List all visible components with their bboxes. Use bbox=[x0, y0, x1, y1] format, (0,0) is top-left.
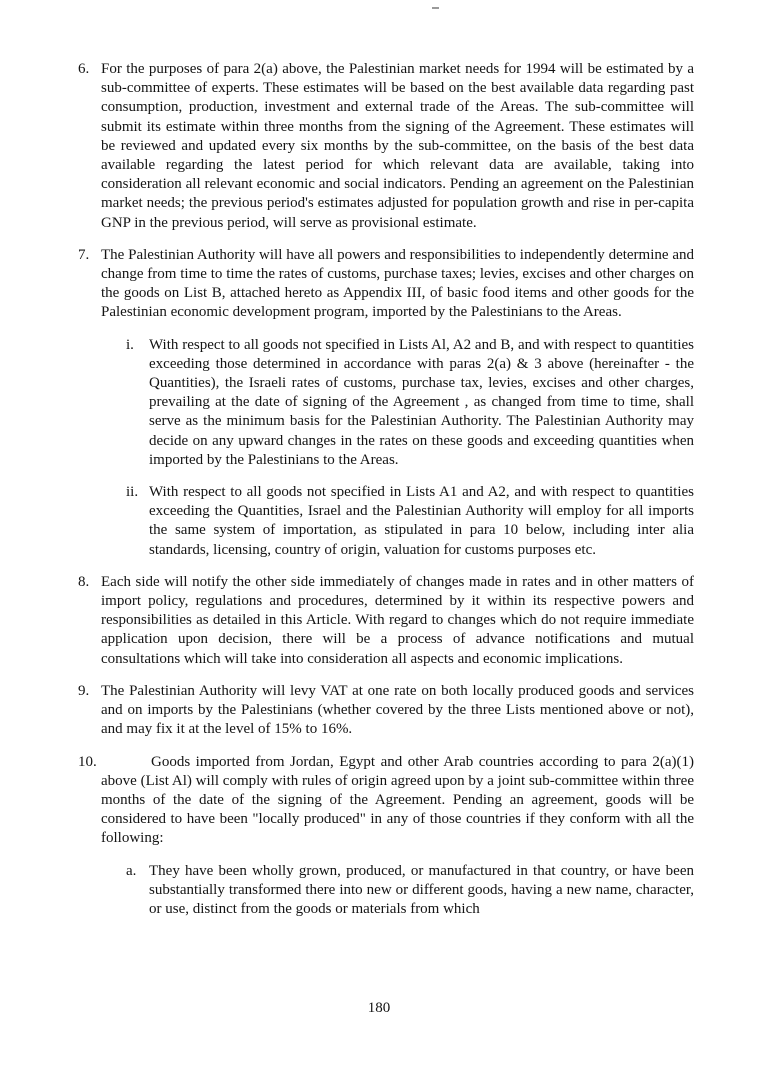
subitem-ii-number: ii. bbox=[126, 484, 139, 501]
subitem-i-number: i. bbox=[126, 336, 134, 353]
paragraph-7 bbox=[78, 246, 694, 323]
paragraph-9-number: 9. bbox=[78, 682, 90, 699]
page-content bbox=[78, 60, 694, 932]
paragraph-8-text: Each side will notify the other side immediately of changes made in rates and in other matters of import policy, regulations and procedures, determined by it within its respective powers and responsibilities as detailed in this Article. With regard to changes which do not require immediate application upon decision, there will be a process of advance notifications and mutual consultations which will take into consideration all aspects and economic implications. bbox=[101, 573, 694, 667]
paragraph-9-text: The Palestinian Authority will levy VAT at one rate on both locally produced goods and services and on imports by the Palestinians (whether covered by the three Lists mentioned above or not), and may fix it at the level of 15% to 16%. bbox=[101, 682, 694, 738]
paragraph-6-text: For the purposes of para 2(a) above, the Palestinian market needs for 1994 will be estimated by a sub-committee of experts. These estimates will be based on the best available data regarding past consumption, production, investment and external trade of the Areas. The sub-committee will submit its estimate within three months from the signing of the Agreement. These estimates will be reviewed and updated every six months by the sub-committee, on the basis of the best data available regarding the latest period for which relevant data are available, taking into consideration all relevant economic and social indicators. Pending an agreement on the Palestinian market needs; the previous period's estimates adjusted for population growth and rise in per-capita GNP in the previous period, will serve as provisional estimate. bbox=[101, 61, 694, 231]
paragraph-10 bbox=[78, 753, 694, 849]
paragraph-10-number: 10. bbox=[78, 753, 97, 770]
paragraph-8 bbox=[78, 573, 694, 669]
subitem-i-text: With respect to all goods not specified in Lists Al, A2 and B, and with respect to quantities exceeding those determined in accordance with paras 2(a) & 3 above (hereinafter - the Quantities), the Israeli rates of customs, purchase tax, levies, excises and other charges, prevailing at the date of signing of the Agreement , as changed from time to time, shall serve as the minimum basis for the Palestinian Authority. The Palestinian Authority may decide on any upward changes in the rates on these goods and exceeding quantities when imported by the Palestinians to the Areas. bbox=[149, 336, 694, 468]
scan-artifact bbox=[432, 7, 439, 9]
paragraph-7-number: 7. bbox=[78, 246, 90, 263]
subitem-a-text: They have been wholly grown, produced, or manufactured in that country, or have been substantially transformed there into new or different goods, having a new name, character, or use, distinct from the goods or materials from which bbox=[149, 862, 694, 917]
paragraph-7-text: The Palestinian Authority will have all powers and responsibilities to independently determine and change from time to time the rates of customs, purchase taxes; levies, excises and other charges on the goods on List B, attached hereto as Appendix III, of basic food items and other goods for the Palestinian economic development program, imported by the Palestinians to the Areas. bbox=[101, 246, 694, 321]
subitem-ii bbox=[126, 483, 694, 560]
subitem-i bbox=[126, 336, 694, 470]
subitem-a-number: a. bbox=[126, 862, 137, 879]
subitem-ii-text: With respect to all goods not specified in Lists A1 and A2, and with respect to quantities exceeding the Quantities, Israel and the Palestinian Authority will employ for all imports the same system of importation, as stipulated in para 10 below, including inter alia standards, licensing, country of origin, valuation for customs purposes etc. bbox=[149, 484, 694, 558]
paragraph-8-number: 8. bbox=[78, 573, 90, 590]
page-number: 180 bbox=[367, 1000, 391, 1016]
paragraph-10-text: Goods imported from Jordan, Egypt and other Arab countries according to para 2(a)(1) above (List Al) will comply with rules of origin agreed upon by a joint sub-committee within three months of the date of the signing of the Agreement. Pending an agreement, goods will be considered to have been "locally produced" in any of those countries if they conform with all the following: bbox=[101, 753, 694, 847]
subitem-a bbox=[126, 862, 694, 920]
paragraph-9 bbox=[78, 682, 694, 740]
paragraph-6 bbox=[78, 60, 694, 233]
paragraph-6-number: 6. bbox=[78, 61, 90, 77]
